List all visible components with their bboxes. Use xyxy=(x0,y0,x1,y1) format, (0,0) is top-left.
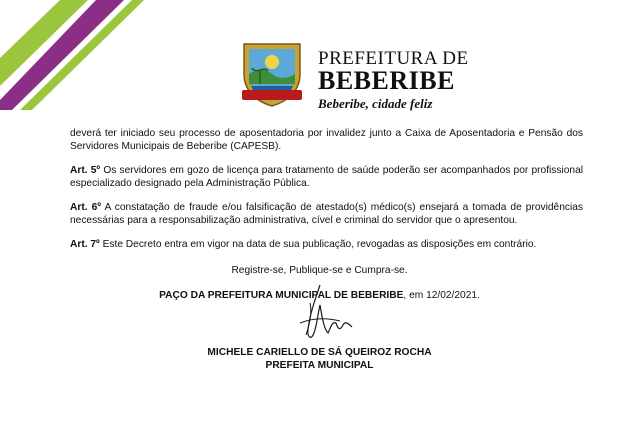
decree-body xyxy=(70,127,583,262)
article-label: Art. 6º xyxy=(70,202,101,213)
letterhead xyxy=(238,40,498,112)
date-text: , em 12/02/2021. xyxy=(403,290,480,301)
article-6 xyxy=(70,201,583,227)
decorative-stripes xyxy=(0,0,200,110)
letterhead-title: PREFEITURA DE xyxy=(318,48,469,69)
article-7 xyxy=(70,238,583,251)
article-5 xyxy=(70,164,583,190)
paragraph-continuation: deverá ter iniciado seu processo de aposentadoria por invalidez junto a Caixa de Aposentadoria e Pensão dos Servidores Municipais de Beberibe (CAPESB). xyxy=(70,128,583,152)
signatory-role: PREFEITA MUNICIPAL xyxy=(265,360,374,371)
article-text: Os servidores em gozo de licença para tratamento de saúde poderão ser acompanhados por profissional especializado designado pela Administração Pública. xyxy=(70,165,584,189)
handwritten-signature xyxy=(280,283,360,345)
place-name: PAÇO DA PREFEITURA MUNICIPAL DE BEBERIBE xyxy=(159,290,404,301)
article-text: Este Decreto entra em vigor na data de sua publicação, revogadas as disposições em contrário. xyxy=(99,239,537,250)
article-label: Art. 7º xyxy=(70,239,100,250)
article-label: Art. 5º xyxy=(70,165,101,176)
signatory-name: MICHELE CARIELLO DE SÁ QUEIROZ ROCHA xyxy=(207,347,432,358)
closing-formula: Registre-se, Publique-se e Cumpra-se. xyxy=(231,265,408,276)
letterhead-slogan: Beberibe, cidade feliz xyxy=(318,96,433,111)
municipal-seal-icon xyxy=(238,40,306,108)
letterhead-city: BEBERIBE xyxy=(318,66,455,95)
article-text: A constatação de fraude e/ou falsificação de atestado(s) médico(s) ensejará a tomada de providências necessárias para a responsabilização administrativa, cível e criminal do servidor que o apresentou. xyxy=(70,202,583,226)
